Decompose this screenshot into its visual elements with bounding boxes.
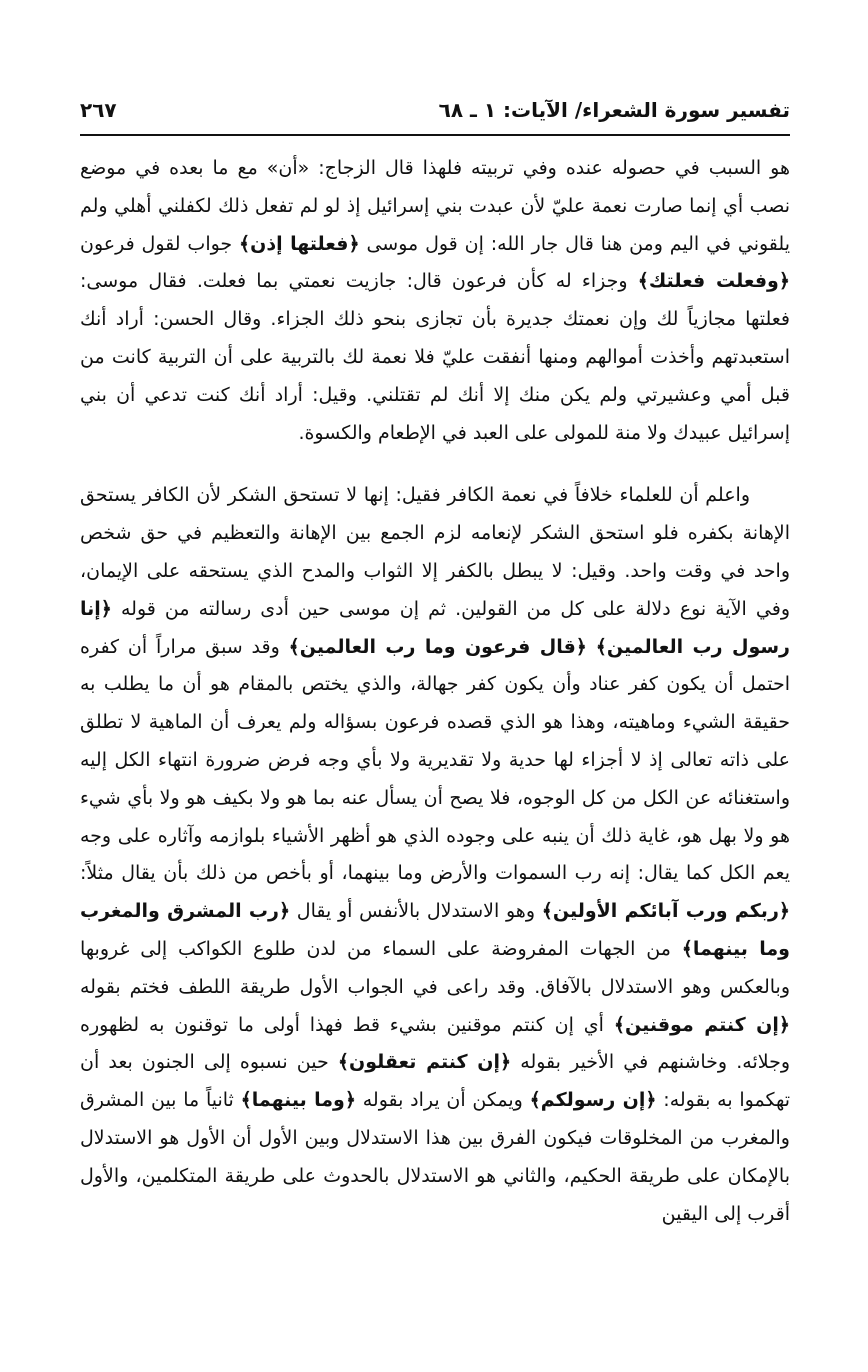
- paragraph-2: [80, 477, 790, 1233]
- text-run: واعلم أن للعلماء خلافاً في نعمة الكافر فقيل: إنها لا تستحق الشكر لأن الكافر يستحق الإهانة بكفره فلو استحق الشكر لإنعامه لزم الجمع بين الإهانة والتعظيم في حق شخص واحد في وقت واحد. وقيل: لا يبطل بالكفر إلا الثواب والمدح الذي يستحقه على الإيمان، وفي الآية نوع دلالة على كل من القولين. ثم إن موسى حين أدى رسالته من قوله: [80, 484, 790, 620]
- text-run: ويمكن أن يراد بقوله: [355, 1089, 530, 1112]
- text-run: من الجهات المفروضة على السماء من لدن طلوع الكواكب إلى غروبها وبالعكس وهو الاستدلال بالآفاق. وقد راعى في الجواب الأول طريقة اللطف فختم بقوله: [80, 937, 790, 998]
- quran-quote: ﴿ربكم ورب آبائكم الأولين﴾: [541, 900, 791, 923]
- text-run: ثانياً ما بين المشرق والمغرب من المخلوقات فيكون الفرق بين هذا الاستدلال وبين الأول أن الأول هو الاستدلال بالإمكان على طريقة الحكيم، والثاني هو الاستدلال بالحدوث على طريقة المتكلمين، والأول أقرب إلى اليقين: [80, 1089, 790, 1225]
- page-number: ٢٦٧: [80, 98, 117, 122]
- text-run: أي إن كنتم موقنين بشيء قط فهذا أولى ما توقنون به لظهوره وجلائه. وخاشنهم في الأخير بقوله: [80, 1013, 791, 1074]
- quran-quote: ﴿فعلتها إذن﴾: [239, 232, 360, 255]
- quran-quote: ﴿وفعلت فعلتك﴾: [637, 270, 790, 293]
- text-run: حين نسبوه إلى الجنون بعد أن تهكموا به بقوله:: [80, 1051, 790, 1112]
- text-run: جواب لقول فرعون: [80, 232, 240, 255]
- text-run: [587, 636, 596, 658]
- body-text: [80, 150, 790, 1233]
- quran-quote: ﴿إنا رسول رب العالمين﴾: [80, 597, 790, 658]
- header-title: تفسير سورة الشعراء/ الآيات: ١ ـ ٦٨: [438, 98, 790, 122]
- quran-quote: ﴿إن رسولكم﴾: [529, 1089, 657, 1112]
- text-run: وهو الاستدلال بالأنفس أو يقال: [290, 900, 542, 923]
- quran-quote: ﴿قال فرعون وما رب العالمين﴾: [288, 635, 587, 658]
- text-run: وقد سبق مراراً أن كفره احتمل أن يكون كفر عناد وأن يكون كفر جهالة، والذي يختص بالمقام هو أن ما يطلب به حقيقة الشيء وماهيته، وهذا هو الذي قصده فرعون بسؤاله ولم يعرف أن الماهية لا تطلق على ذاته تعالى إذ لا أجزاء لها حدية ولا تقديرية ولا بأي وجه فرض ضرورة انتهاء الكل إليه واستغنائه عن الكل من كل الوجوه، فلا يصح أن يسأل عنه بما هو ولا بكيف هو ولا بأي شيء هو ولا بهل هو، غاية ذلك أن ينبه على وجوده الذي هو أظهر الأشياء بلوازمه وآثاره على وجه يعم الكل كما يقال: إنه رب السموات والأرض وما بينهما، أو بأخص من ذلك بأن يقال مثلاً:: [80, 635, 790, 885]
- paragraph-1: [80, 150, 790, 452]
- text-run: وجزاء له كأن فرعون قال: جازيت نعمتي بما فعلت. فقال موسى: فعلتها مجازياً لك وإن نعمتك جديرة بأن تجازى بنحو ذلك الجزاء. وقال الحسن: أراد أنك استعبدتهم وأخذت أموالهم ومنها أنفقت عليّ فلا نعمة لك بالتربية على أن التربية كانت من قبل أمي وعشيرتي ولم يكن منك إلا أنك لم تقتلني. وقيل: أراد أنك كنت تدعي أن بني إسرائيل عبيدك ولا منة للمولى على العبد في الإطعام والكسوة.: [80, 270, 790, 444]
- quran-quote: ﴿رب المشرق والمغرب وما بينهما﴾: [80, 900, 790, 960]
- quran-quote: ﴿وما بينهما﴾: [240, 1089, 356, 1112]
- text-run: هو السبب في حصوله عنده وفي تربيته فلهذا قال الزجاج: «أن» مع ما بعده في موضع نصب أي إنما صارت نعمة عليّ لأن عبدت بني إسرائيل إذ لو لم تفعل ذلك لكفلني أهلي ولم يلقوني في اليم ومن هنا قال جار الله: إن قول موسى: [80, 157, 790, 255]
- quran-quote: ﴿إن كنتم موقنين﴾: [613, 1013, 790, 1036]
- quran-quote: ﴿إن كنتم تعقلون﴾: [337, 1051, 512, 1074]
- header-divider: [80, 134, 790, 136]
- running-header: [80, 96, 790, 132]
